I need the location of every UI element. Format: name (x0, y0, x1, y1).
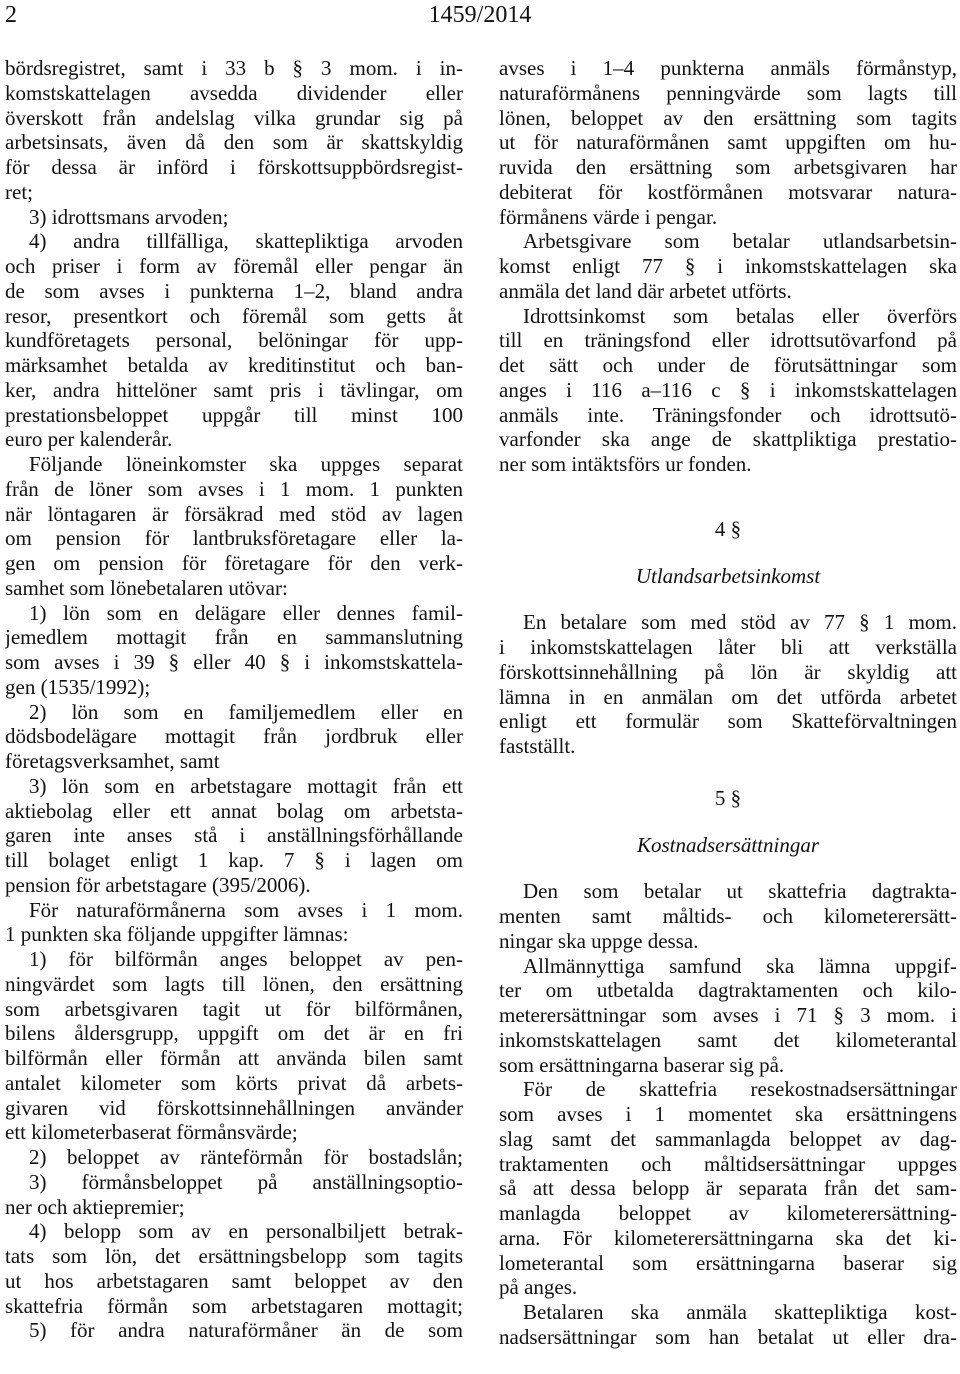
text-line: 3) idrottsmans arvoden; (29, 204, 229, 229)
text-line: som avses i 1 momentet ska ersättningens (499, 1102, 957, 1126)
text-line: antalet kilometer som körts privat då arbets- (5, 1070, 463, 1095)
text-line: arna. För kilometerersättningarna ska det ki- (499, 1225, 957, 1250)
text-line: För naturaförmånerna som avses i 1 mom. (29, 897, 463, 922)
text-line: Betalaren ska anmäla skattepliktiga kost- (523, 1300, 957, 1324)
text-line: på anges. (499, 1275, 578, 1300)
text-line: märksamhet betalda av kreditinstitut och ban- (5, 353, 463, 377)
text-line: givaren vid förskottsinnehållningen använder (5, 1095, 463, 1120)
text-line: som arbetsgivaren tagit ut för bilförmånen, (5, 996, 463, 1021)
text-line: till bolaget enligt 1 kap. 7 § i lagen om (5, 848, 463, 872)
text-line: 1) lön som en delägare eller dennes famil- (29, 600, 463, 625)
text-line: komst enligt 77 § i inkomstskattelagen ska (499, 254, 957, 278)
text-line: menten samt måltids- och kilometerersätt- (499, 904, 957, 928)
text-line: som avses i 39 § eller 40 § i inkomstskattela- (5, 650, 463, 674)
text-line: kundföretagets personal, belöningar för upp- (5, 328, 463, 353)
text-line: samhet som lönebetalaren utövar: (5, 575, 288, 600)
text-line: ret; (5, 179, 33, 204)
text-line: För de skattefria resekostnadsersättningar (523, 1077, 957, 1102)
text-line: komstskattelagen avsedda dividender eller (5, 80, 463, 105)
text-line: i inkomstskattelagen låter bli att verkställa (499, 635, 957, 659)
text-line: anmäla det land där arbetet utförts. (499, 278, 792, 303)
page-header (0, 0, 960, 30)
spacer (499, 542, 957, 564)
text-line: lometerantal som ersättningarna baserar sig (499, 1250, 957, 1275)
text-line: för dessa är införd i förskottsuppbördsregist- (5, 155, 463, 179)
text-line: dödsbodelägare mottagit från jordbruk eller (5, 724, 463, 749)
text-line: bilförmån eller förmån att använda bilen samt (5, 1046, 463, 1070)
right-text-column (499, 56, 957, 1350)
text-line: Idrottsinkomst som betalas eller överförs (523, 303, 957, 328)
text-line: fastställt. (499, 734, 576, 758)
text-line: ter om utbetalda dagtraktamenten och kilo- (499, 978, 957, 1003)
text-line: så att dessa belopp är separata från det sam- (499, 1176, 957, 1201)
text-line: debiterat för kostförmånen motsvarar natura- (499, 179, 957, 204)
statute-number: 1459/2014 (428, 2, 532, 28)
text-line: slag samt det sammanlagda beloppet av dag- (499, 1126, 957, 1151)
text-line: de som avses i punkterna 1–2, bland andra (5, 278, 463, 303)
text-line: varfonder ska ange de skattpliktiga prestatio- (499, 427, 957, 452)
section-5-heading: Kostnadsersättningar (636, 832, 820, 857)
text-line: anmäls inte. Träningsfonder och idrottsutö- (499, 402, 957, 427)
text-line: och priser i form av föremål eller pengar än (5, 254, 463, 278)
text-line: garen inte anses stå i anställningsförhållande (5, 823, 463, 848)
text-line: naturaförmånens penningvärde som lagts till (499, 80, 957, 105)
text-line: om pension för lantbruksföretagare eller la- (5, 526, 463, 551)
spacer (499, 477, 957, 517)
text-line: ner som intäktsförs ur fonden. (499, 452, 752, 476)
text-line: 1 punkten ska följande uppgifter lämnas: (5, 922, 349, 947)
text-line: 4) andra tillfälliga, skattepliktiga arvoden (29, 229, 463, 254)
left-text-column (5, 56, 463, 1343)
text-line: ett kilometerbaserat förmånsvärde; (5, 1120, 298, 1145)
text-line: ruvida den ersättning som arbetsgivaren har (499, 155, 957, 179)
text-line: Den som betalar ut skattefria dagtrakta- (523, 879, 957, 904)
text-line: manlagda beloppet av kilometerersättning- (499, 1201, 957, 1225)
text-line: 1) för bilförmån anges beloppet av pen- (29, 947, 463, 971)
text-line: till en träningsfond eller idrottsutövarfond på (499, 328, 957, 353)
text-line: Arbetsgivare som betalar utlandsarbetsin- (523, 229, 957, 254)
text-line: anges i 116 a–116 c § i inkomstskattelagen (499, 377, 957, 402)
text-line: ut för naturaförmånen samt uppgiften om hu- (499, 130, 957, 155)
text-line: jemedlem mottagit från en sammanslutning (5, 625, 463, 650)
text-line: 5) för andra naturaförmåner än de som (29, 1318, 463, 1343)
text-line: lämna in en anmälan om det utförda arbetet (499, 684, 957, 709)
text-line: gen (1535/1992); (5, 674, 151, 699)
text-line: inkomstskattelagen samt det kilometerantal (499, 1027, 957, 1052)
text-line: ningvärdet som lagts till lönen, den ersättning (5, 971, 463, 996)
text-line: Följande löneinkomster ska uppges separat (29, 452, 463, 476)
text-line: Allmännyttiga samfund ska lämna uppgif- (523, 953, 957, 978)
text-line: ker, andra hittelöner samt pris i tävlingar, om (5, 377, 463, 402)
text-line: 3) förmånsbeloppet på anställningsoptio- (29, 1169, 463, 1194)
text-line: resor, presentkort och föremål som getts åt (5, 303, 463, 328)
text-line: från de löner som avses i 1 mom. 1 punkten (5, 476, 463, 501)
text-line: 3) lön som en arbetstagare mottagit från ett (29, 773, 463, 798)
text-line: förmånens värde i pengar. (499, 204, 718, 229)
text-line: tats som lön, det ersättningsbelopp som tagits (5, 1244, 463, 1268)
text-line: skattefria förmån som arbetstagaren mottagit; (5, 1293, 463, 1318)
text-line: arbetsinsats, även då den som är skattskyldig (5, 130, 463, 155)
spacer (499, 588, 957, 610)
section-4-heading: Utlandsarbetsinkomst (635, 563, 821, 588)
spacer (499, 811, 957, 833)
text-line: traktamenten och måltidsersättningar uppges (499, 1151, 957, 1176)
text-line: En betalare som med stöd av 77 § 1 mom. (523, 610, 957, 635)
text-line: nadsersättningar som han betalat ut eller dra- (499, 1324, 957, 1349)
text-line: ningar ska uppge dessa. (499, 928, 699, 953)
text-line: som ersättningarna baserar sig på. (499, 1052, 785, 1077)
text-line: 2) lön som en familjemedlem eller en (29, 699, 463, 724)
text-line: avses i 1–4 punkterna anmäls förmånstyp, (499, 56, 957, 80)
text-line: det sätt och under de förutsättningar som (499, 353, 957, 377)
section-4-number: 4 § (714, 516, 742, 541)
text-line: 4) belopp som av en personalbiljett betrak- (29, 1219, 463, 1244)
text-line: enligt ett formulär som Skatteförvaltningen (499, 709, 957, 734)
page-number: 2 (5, 2, 17, 28)
text-line: aktiebolag eller ett annat bolag om arbetsta- (5, 798, 463, 823)
section-5-number: 5 § (714, 785, 742, 810)
text-line: företagsverksamhet, samt (5, 749, 220, 773)
text-line: meterersättningar som avses i 71 § 3 mom. i (499, 1003, 957, 1027)
spacer (499, 759, 957, 786)
text-line: ner och aktiepremier; (5, 1194, 185, 1219)
text-line: euro per kalenderår. (5, 427, 173, 452)
text-line: när löntagaren är försäkrad med stöd av lagen (5, 501, 463, 526)
text-line: bilens åldersgrupp, uppgift om det är en fri (5, 1021, 463, 1046)
spacer (499, 857, 957, 879)
text-line: bördsregistret, samt i 33 b § 3 mom. i in- (5, 56, 463, 80)
text-line: förskottsinnehållning på lön är skyldig att (499, 659, 957, 684)
text-line: 2) beloppet av ränteförmån för bostadslån; (29, 1145, 463, 1169)
text-line: överskott från andelslag vilka grundar sig på (5, 105, 463, 130)
text-line: prestationsbeloppet uppgår till minst 100 (5, 402, 463, 427)
text-line: lönen, beloppet av den ersättning som tagits (499, 105, 957, 130)
text-line: pension för arbetstagare (395/2006). (5, 872, 311, 897)
text-line: gen om pension för företagare för den verk- (5, 551, 463, 575)
text-line: ut hos arbetstagaren samt beloppet av den (5, 1268, 463, 1293)
